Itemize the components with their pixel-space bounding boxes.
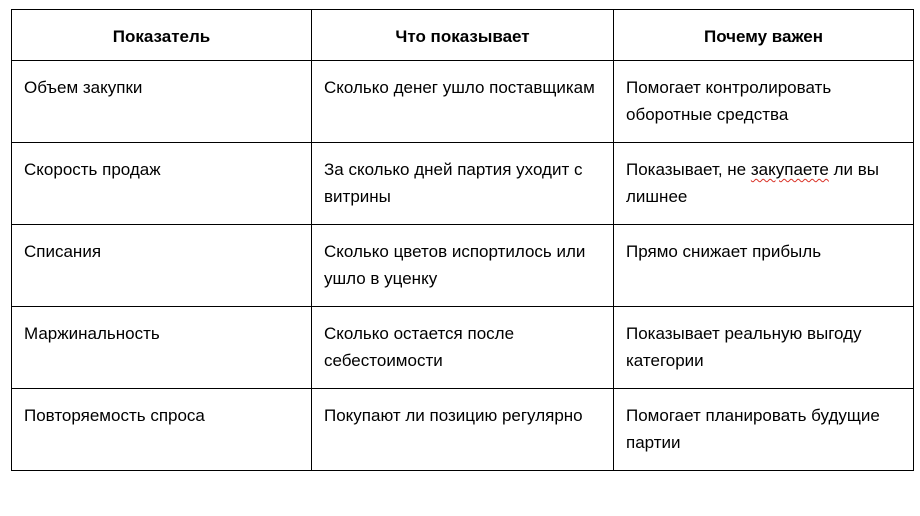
table-row (12, 307, 914, 389)
table-row (12, 389, 914, 471)
table-cell-metric[interactable]: Маржинальность (12, 307, 312, 389)
table-cell-metric[interactable]: Скорость продаж (12, 143, 312, 225)
cell-text-before: Показывает, не (626, 160, 751, 179)
table-row (12, 143, 914, 225)
table-cell-what-it-shows[interactable]: Сколько денег ушло поставщикам (312, 61, 614, 143)
table-cell-what-it-shows[interactable]: За сколько дней партия уходит с витрины (312, 143, 614, 225)
table-row (12, 225, 914, 307)
table-cell-metric[interactable]: Объем закупки (12, 61, 312, 143)
table-cell-why-important[interactable] (614, 143, 914, 225)
spellcheck-flagged-word[interactable]: закупаете (750, 160, 829, 179)
table-row (12, 61, 914, 143)
metrics-table (11, 9, 914, 471)
column-header-what-it-shows: Что показывает (312, 10, 614, 61)
table-cell-what-it-shows[interactable]: Сколько цветов испортилось или ушло в уценку (312, 225, 614, 307)
table-cell-metric[interactable]: Повторяемость спроса (12, 389, 312, 471)
table-cell-why-important[interactable]: Показывает реальную выгоду категории (614, 307, 914, 389)
table-header-row (12, 10, 914, 61)
cell-text-after: ли вы лишнее (626, 160, 879, 206)
table-cell-what-it-shows[interactable]: Покупают ли позицию регулярно (312, 389, 614, 471)
table-cell-why-important[interactable]: Прямо снижает прибыль (614, 225, 914, 307)
table-cell-what-it-shows[interactable]: Сколько остается после себестоимости (312, 307, 614, 389)
column-header-why-important: Почему важен (614, 10, 914, 61)
table-cell-metric[interactable]: Списания (12, 225, 312, 307)
column-header-metric: Показатель (12, 10, 312, 61)
table-cell-why-important[interactable]: Помогает контролировать оборотные средства (614, 61, 914, 143)
table-cell-why-important[interactable]: Помогает планировать будущие партии (614, 389, 914, 471)
